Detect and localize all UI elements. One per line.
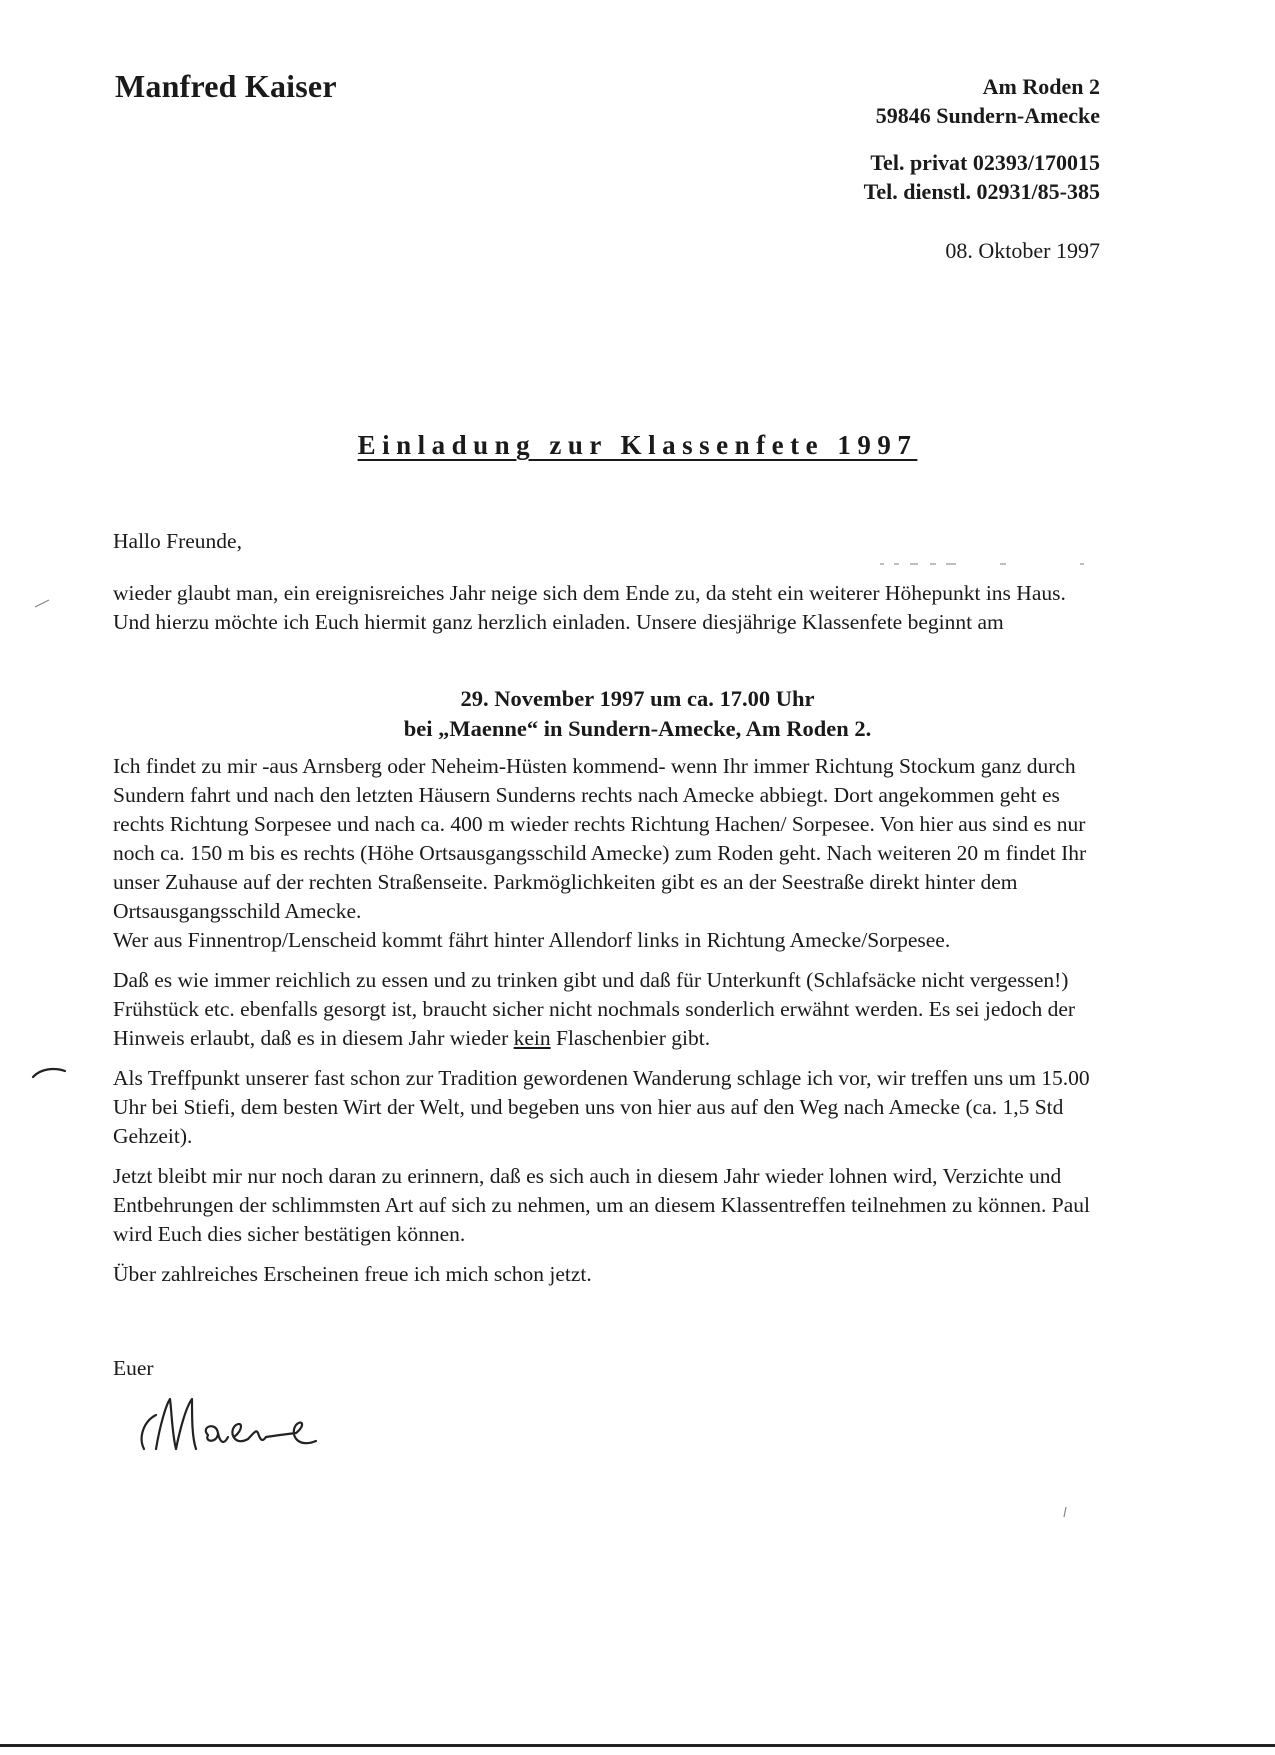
sign-off: Euer xyxy=(113,1356,154,1380)
meeting-paragraph: Als Treffpunkt unserer fast schon zur Tradition gewordenen Wanderung schlage ich vor, wir treffen uns um 15.00 Uhr bei Stiefi, dem besten Wirt der Welt, und begeben uns von hier aus auf den Weg nach Amecke (ca. 1,5 Std Gehzeit). xyxy=(113,1066,1090,1148)
directions-alt-text: Wer aus Finnentrop/Lenscheid kommt fährt hinter Allendorf links in Richtung Amecke/Sorpesee. xyxy=(113,928,951,952)
event-location: bei „Maenne“ in Sundern-Amecke, Am Roden 2. xyxy=(403,716,872,741)
letter-date: 08. Oktober 1997 xyxy=(945,238,1100,263)
event-details xyxy=(0,684,1275,744)
directions-text: Ich findet zu mir -aus Arnsberg oder Neheim-Hüsten kommend- wenn Ihr immer Richtung Stockum ganz durch Sundern fahrt und nach den letzten Häusern Sunderns rechts nach Amecke abbiegt. Dort angekommen geht es rechts Richtung Sorpesee und nach ca. 400 m wieder rechts Richtung Hachen/ Sorpesee. Von hier aus sind es nur noch ca. 150 m bis es rechts (Höhe Ortsausgangsschild Amecke) zum Roden geht. Nach weiteren 20 m findet Ihr unser Zuhause auf der rechten Straßenseite. Parkmöglichkeiten gibt es an der Seestraße direkt hinter dem Ortsausgangsschild Amecke. xyxy=(113,754,1087,923)
catering-paragraph xyxy=(113,966,1103,1053)
scan-mark-middle xyxy=(30,1065,68,1081)
phone-work: Tel. dienstl. 02931/85-385 xyxy=(863,179,1100,204)
letter-title: Einladung zur Klassenfete 1997 xyxy=(357,430,918,460)
reminder-paragraph: Jetzt bleibt mir nur noch daran zu erinnern, daß es sich auch in diesem Jahr wieder lohnen wird, Verzichte und Entbehrungen der schlimmsten Art auf sich zu nehmen, um an diesem Klassentreffen teilnehmen zu können. Paul wird Euch dies sicher bestätigen können. xyxy=(113,1164,1090,1246)
scan-mark-top xyxy=(33,596,57,610)
intro-paragraph: wieder glaubt man, ein ereignisreiches Jahr neige sich dem Ende zu, da steht ein weiterer Höhepunkt ins Haus. Und hierzu möchte ich Euch hiermit ganz herzlich einladen. Unsere diesjährige Klassenfete beginnt am xyxy=(113,581,1066,634)
handwritten-signature xyxy=(130,1385,330,1465)
address-city: 59846 Sundern-Amecke xyxy=(875,103,1100,128)
directions-paragraph xyxy=(113,752,1103,955)
sender-name: Manfred Kaiser xyxy=(115,68,337,104)
catering-text: Daß es wie immer reichlich zu essen und zu trinken gibt und daß für Unterkunft (Schlafsäcke nicht vergessen!) Frühstück etc. ebenfalls gesorgt ist, braucht sicher nicht nochmals sonderlich erwähnt werden. Es sei jedoch der Hinweis erlaubt, daß es in diesem Jahr wieder xyxy=(113,968,1076,1050)
scan-edge-line xyxy=(0,1744,1275,1747)
catering-emphasis: kein xyxy=(513,1026,551,1050)
sender-phones xyxy=(864,148,1100,206)
phone-private: Tel. privat 02393/170015 xyxy=(870,150,1100,175)
sender-address xyxy=(876,72,1100,130)
event-date-time: 29. November 1997 um ca. 17.00 Uhr xyxy=(460,686,815,711)
scan-mark-bottom xyxy=(1060,1505,1070,1519)
address-street: Am Roden 2 xyxy=(982,74,1100,99)
letter-body xyxy=(113,752,1103,1300)
greeting: Hallo Freunde, xyxy=(113,529,242,553)
catering-text-end: Flaschenbier gibt. xyxy=(556,1026,711,1050)
scan-dashes xyxy=(880,560,1090,568)
closing-paragraph: Über zahlreiches Erscheinen freue ich mich schon jetzt. xyxy=(113,1262,592,1286)
